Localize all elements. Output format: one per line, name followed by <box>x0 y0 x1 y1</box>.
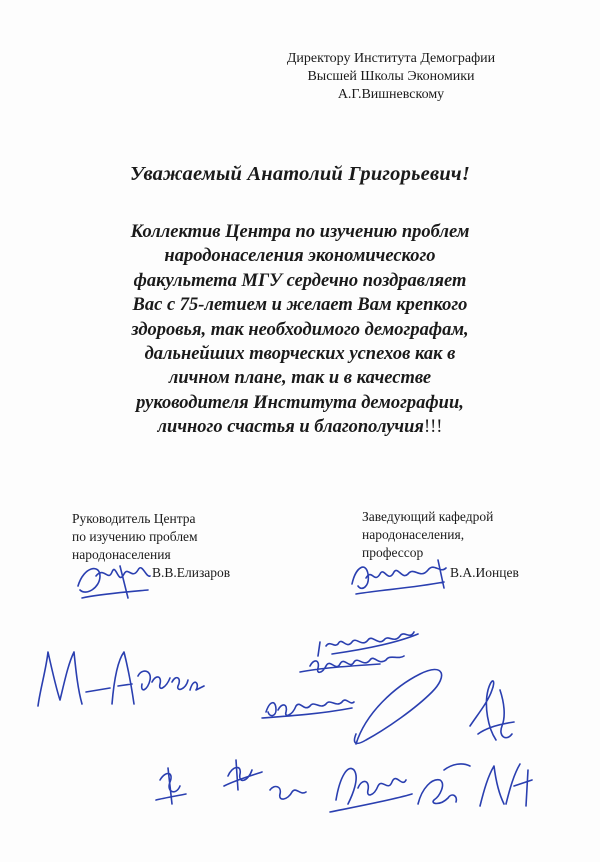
body-line: Коллектив Центра по изучению проблем <box>130 222 470 242</box>
signature-avdeeva <box>38 652 204 706</box>
signatory-right-title-line: профессор <box>362 545 424 560</box>
signatory-right-title-line: Заведующий кафедрой <box>362 509 494 524</box>
body-line: факультета МГУ сердечно поздравляет <box>133 270 467 291</box>
body-line: руководителя Института демографии, <box>136 392 464 413</box>
body-line: дальнейших творческих успехов как в <box>144 344 456 365</box>
signature-ivchenkov <box>300 632 418 672</box>
addressee-line-2: Высшей Школы Экономики <box>307 69 475 84</box>
body-line: здоровья, так необходимого демографам, <box>131 319 469 340</box>
signature-bottom-2 <box>224 760 306 799</box>
signature-bottom-4 <box>418 764 470 804</box>
signatory-left-title-line: народонаселения <box>72 547 171 562</box>
addressee-line-1: Директору Института Демографии <box>286 51 496 66</box>
signatory-left-title-line: по изучению проблем <box>72 529 198 544</box>
signature-bottom-5 <box>480 764 532 806</box>
exclamation-marks: !!! <box>423 417 443 438</box>
salutation: Уважаемый Анатолий Григорьевич! <box>129 163 471 185</box>
signature-bottom-1 <box>156 768 186 804</box>
signature-elizarov <box>78 566 150 598</box>
signatory-right-title-line: народонаселения, <box>362 527 465 542</box>
addressee-line-3: А.Г.Вишневскому <box>337 87 445 102</box>
signature-loop <box>354 669 441 744</box>
signature-iontsev <box>352 560 446 594</box>
body-line: народонаселения экономического <box>164 246 436 267</box>
body-line-last-text: личного счастья и благополучия <box>157 417 424 438</box>
signatory-left-name: В.В.Елизаров <box>152 565 231 580</box>
body-line: личном плане, так и в качестве <box>168 368 432 389</box>
signatory-right-name: В.А.Ионцев <box>450 565 519 580</box>
signature-right-tall <box>470 681 514 740</box>
signatory-left-title-line: Руководитель Центра <box>72 511 196 526</box>
signature-akakeev <box>262 700 354 718</box>
body-line: Вас с 75-летием и желает Вам крепкого <box>132 295 468 316</box>
signature-bottom-3 <box>330 768 412 812</box>
